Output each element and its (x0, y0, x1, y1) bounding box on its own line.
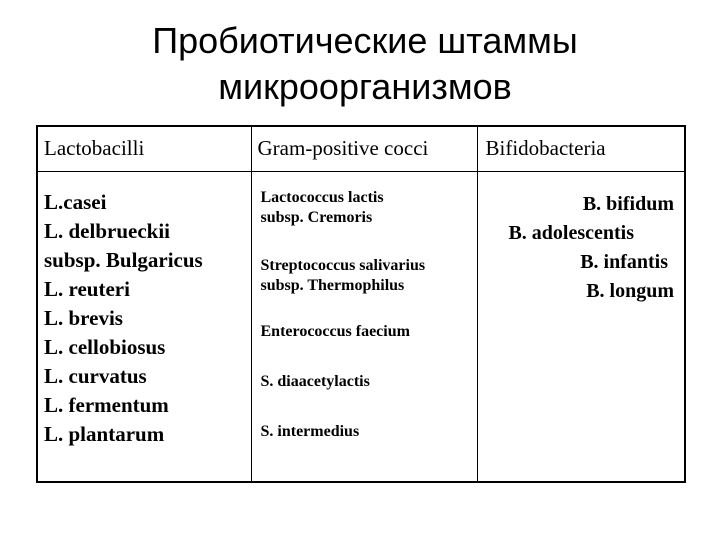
list-item (261, 422, 477, 442)
lactobacilli-list (38, 172, 251, 449)
list-item: L. reuteri (44, 277, 130, 301)
header-gram-positive-cocci: Gram-positive cocci (257, 136, 429, 160)
strain-name: Enterococcus faecium (260, 323, 410, 340)
header-lactobacilli: Lactobacilli (44, 136, 145, 160)
table-body-row (37, 172, 685, 483)
bifidobacteria-cell (477, 172, 685, 483)
list-item (261, 188, 477, 228)
header-cell-bifidobacteria (477, 126, 685, 172)
cocci-list (252, 172, 477, 442)
list-item (261, 372, 477, 392)
slide-title-line-1: Пробиотические штаммы (152, 20, 578, 61)
list-item: B. longum (586, 280, 674, 302)
lactobacilli-cell (37, 172, 251, 483)
strain-name: Streptococcus salivarius (260, 257, 426, 274)
strain-subspecies: subsp. Thermophilus (260, 277, 405, 294)
list-item: B. infantis (580, 251, 668, 273)
header-bifidobacteria: Bifidobacteria (485, 136, 606, 160)
strain-name: S. diaacetylactis (260, 373, 370, 390)
list-item: L. delbrueckii (44, 219, 171, 243)
list-item: L. brevis (44, 306, 123, 330)
list-item: subsp. Bulgaricus (44, 248, 203, 272)
slide-title (0, 18, 720, 110)
list-item (261, 322, 477, 342)
list-item: L. fermentum (44, 393, 169, 417)
header-cell-cocci (251, 126, 477, 172)
probiotic-strains-table (36, 125, 686, 483)
list-item: L. curvatus (44, 364, 147, 388)
list-item: L.casei (44, 190, 107, 214)
strain-name: S. intermedius (260, 423, 360, 440)
list-item: L. plantarum (44, 422, 165, 446)
header-cell-lactobacilli (37, 126, 251, 172)
list-item: B. bifidum (582, 193, 674, 215)
cocci-cell (251, 172, 477, 483)
list-item: L. cellobiosus (44, 335, 166, 359)
list-item: B. adolescentis (508, 222, 634, 244)
table-header-row (37, 126, 685, 172)
strain-name: Lactococcus lactis (260, 189, 384, 206)
slide-title-line-2: микроорганизмов (218, 66, 512, 107)
list-item (261, 256, 477, 296)
bifidobacteria-list (478, 172, 685, 306)
strain-subspecies: subsp. Cremoris (260, 209, 373, 226)
